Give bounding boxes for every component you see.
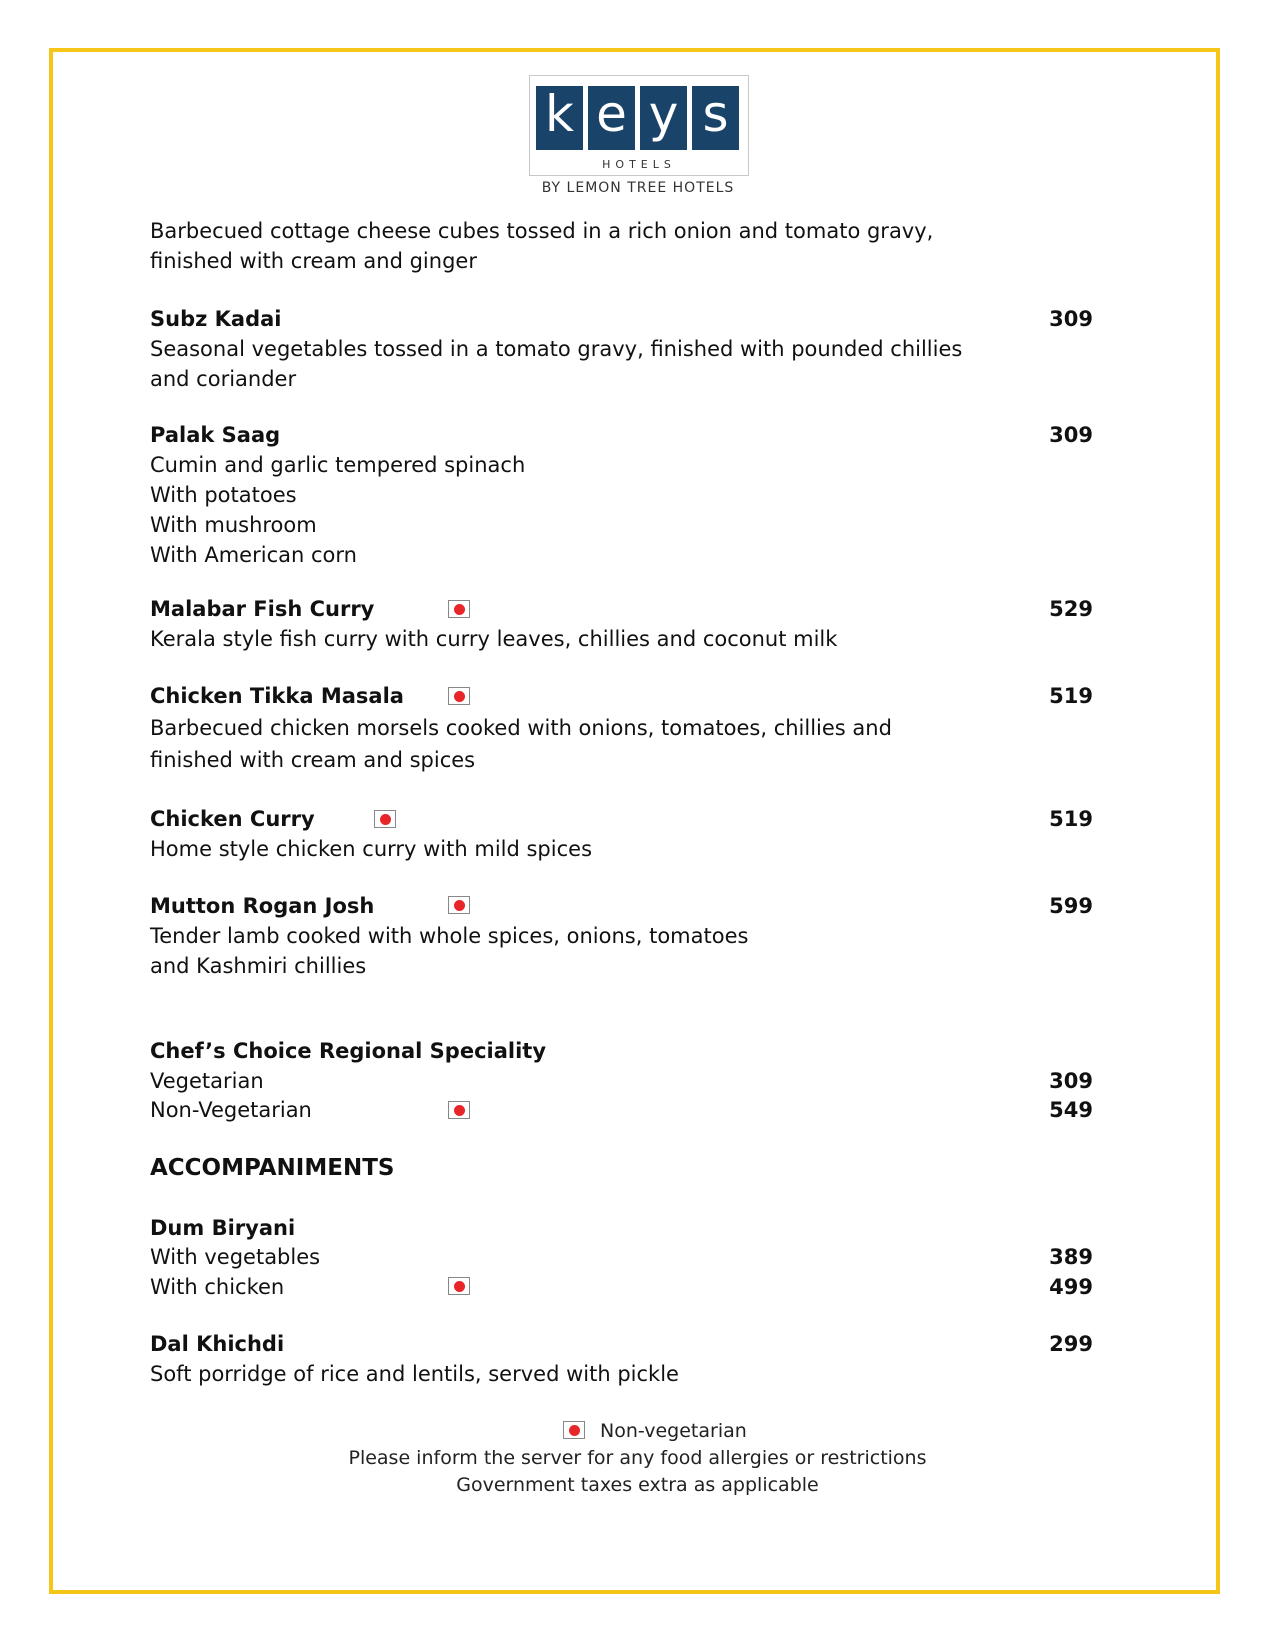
- item-price-malabar-fish-curry: 529: [1049, 597, 1093, 621]
- non-veg-icon: [448, 600, 470, 618]
- item-desc-palak-saag-4: With American corn: [150, 543, 357, 567]
- item-desc-chicken-tikka-masala-2: finished with cream and spices: [150, 748, 476, 772]
- logo-letter-s: s: [692, 86, 739, 150]
- chefs-choice-veg-price: 309: [1049, 1069, 1093, 1093]
- item-desc-palak-saag-1: Cumin and garlic tempered spinach: [150, 453, 526, 477]
- non-veg-icon: [448, 687, 470, 705]
- item-price-chicken-curry: 519: [1049, 807, 1093, 831]
- tax-note: Government taxes extra as applicable: [456, 1474, 819, 1496]
- item-name-chicken-curry: Chicken Curry: [150, 807, 315, 831]
- section-heading-accompaniments: ACCOMPANIMENTS: [150, 1155, 395, 1181]
- item-name-subz-kadai: Subz Kadai: [150, 307, 282, 331]
- item-desc-palak-saag-3: With mushroom: [150, 513, 317, 537]
- logo-tagline: BY LEMON TREE HOTELS: [541, 180, 735, 196]
- item-desc-subz-kadai-1: Seasonal vegetables tossed in a tomato gravy, finished with pounded chillies: [150, 337, 963, 361]
- allergy-note: Please inform the server for any food allergies or restrictions: [348, 1447, 927, 1469]
- item-price-chicken-tikka-masala: 519: [1049, 684, 1093, 708]
- item-desc-palak-saag-2: With potatoes: [150, 483, 297, 507]
- item-desc-mutton-rogan-josh-1: Tender lamb cooked with whole spices, onions, tomatoes: [150, 924, 749, 948]
- legend-label: Non-vegetarian: [600, 1420, 747, 1442]
- item-price-subz-kadai: 309: [1049, 307, 1093, 331]
- item-desc-malabar-fish-curry: Kerala style fish curry with curry leaves, chillies and coconut milk: [150, 627, 838, 651]
- item-name-chicken-tikka-masala: Chicken Tikka Masala: [150, 684, 404, 708]
- non-veg-icon: [448, 1277, 470, 1295]
- top-description-line1: Barbecued cottage cheese cubes tossed in a rich onion and tomato gravy,: [150, 219, 934, 243]
- logo-hotels-text: HOTELS: [602, 158, 676, 171]
- item-price-dal-khichdi: 299: [1049, 1332, 1093, 1356]
- biryani-chicken-label: With chicken: [150, 1275, 285, 1299]
- item-desc-dal-khichdi: Soft porridge of rice and lentils, served with pickle: [150, 1362, 679, 1386]
- chefs-choice-nonveg-label: Non-Vegetarian: [150, 1098, 312, 1122]
- non-veg-legend-icon: [563, 1421, 585, 1439]
- item-name-palak-saag: Palak Saag: [150, 423, 281, 447]
- item-name-mutton-rogan-josh: Mutton Rogan Josh: [150, 894, 375, 918]
- logo-letter-k: k: [536, 86, 583, 150]
- item-name-dal-khichdi: Dal Khichdi: [150, 1332, 285, 1356]
- chefs-choice-nonveg-price: 549: [1049, 1098, 1093, 1122]
- item-desc-chicken-tikka-masala-1: Barbecued chicken morsels cooked with onions, tomatoes, chillies and: [150, 716, 892, 740]
- biryani-veg-label: With vegetables: [150, 1245, 321, 1269]
- item-desc-chicken-curry: Home style chicken curry with mild spices: [150, 837, 593, 861]
- non-veg-icon: [374, 810, 396, 828]
- biryani-chicken-price: 499: [1049, 1275, 1093, 1299]
- item-price-palak-saag: 309: [1049, 423, 1093, 447]
- logo-letter-y: y: [640, 86, 687, 150]
- chefs-choice-veg-label: Vegetarian: [150, 1069, 264, 1093]
- biryani-veg-price: 389: [1049, 1245, 1093, 1269]
- logo-letter-e: e: [588, 86, 635, 150]
- item-desc-mutton-rogan-josh-2: and Kashmiri chillies: [150, 954, 367, 978]
- top-description-line2: finished with cream and ginger: [150, 249, 477, 273]
- non-veg-icon: [448, 896, 470, 914]
- item-name-malabar-fish-curry: Malabar Fish Curry: [150, 597, 375, 621]
- item-desc-subz-kadai-2: and coriander: [150, 367, 297, 391]
- keys-hotels-logo: [529, 75, 749, 176]
- item-name-chefs-choice: Chef’s Choice Regional Speciality: [150, 1039, 547, 1063]
- non-veg-icon: [448, 1101, 470, 1119]
- item-price-mutton-rogan-josh: 599: [1049, 894, 1093, 918]
- item-name-dum-biryani: Dum Biryani: [150, 1216, 296, 1240]
